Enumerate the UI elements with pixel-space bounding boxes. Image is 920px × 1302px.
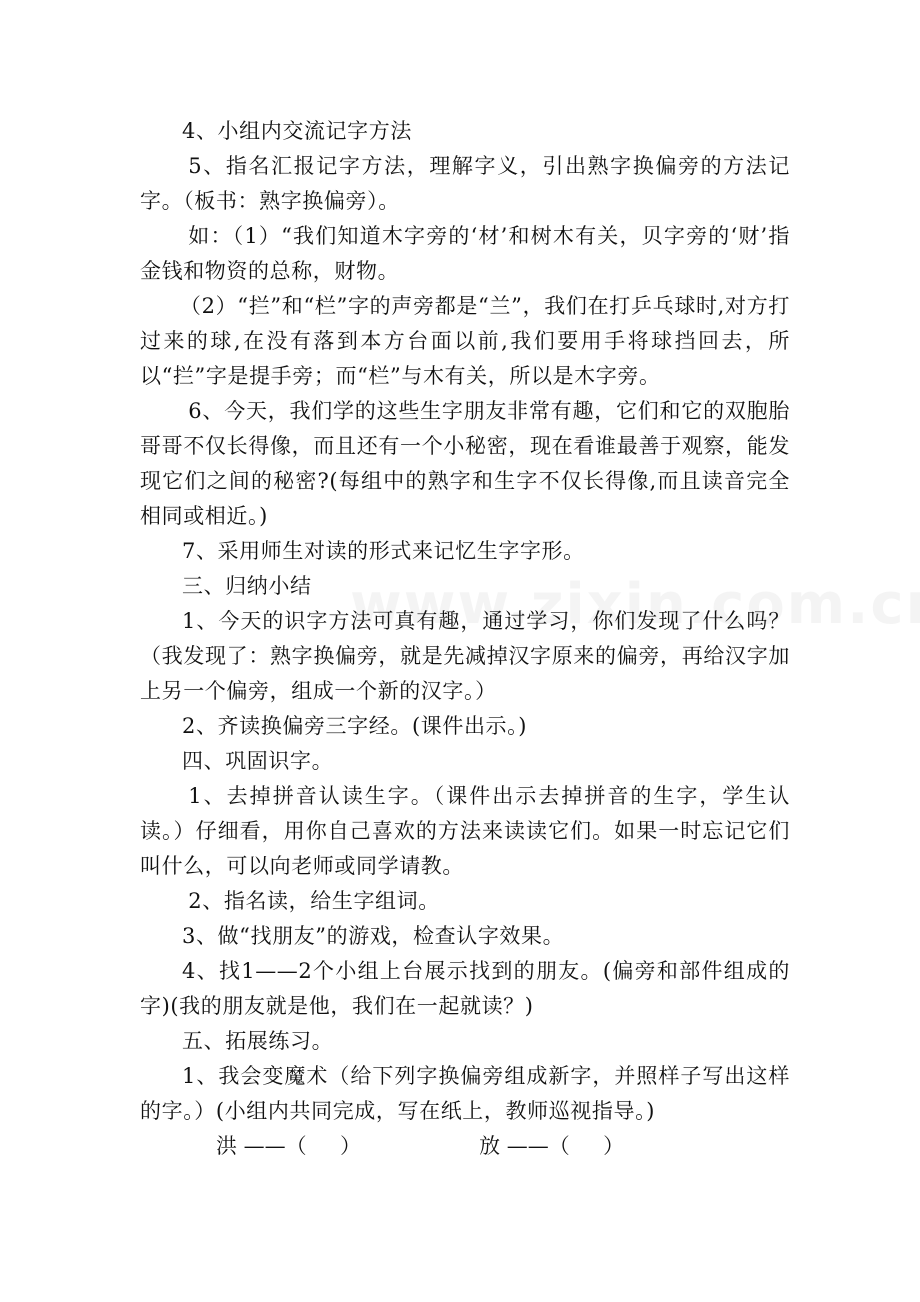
exercise-item-2: 放 ——（ ）	[479, 1134, 625, 1158]
exercise-gap	[361, 1129, 479, 1164]
paragraph-consolidate-4: 4、找1——2个小组上台展示找到的朋友。(偏旁和部件组成的字)(我的朋友就是他，我们在一起就读？)	[140, 959, 790, 1018]
paragraph-step-4: 4、小组内交流记字方法	[182, 119, 412, 143]
exercise-row	[140, 1129, 790, 1164]
paragraph-consolidate-2: 2、指名读，给生字组词。	[188, 889, 440, 913]
paragraph-summary-1: 1、今天的识字方法可真有趣，通过学习，你们发现了什么吗？（我发现了：熟字换偏旁，就是先减掉汉字原来的偏旁，再给汉字加上另一个偏旁，组成一个新的汉字。）	[140, 609, 790, 703]
paragraph-step-5: 5、指名汇报记字方法，理解字义，引出熟字换偏旁的方法记字。（板书：熟字换偏旁）。	[140, 154, 790, 213]
paragraph-step-7: 7、采用师生对读的形式来记忆生字字形。	[182, 539, 585, 563]
section-heading-consolidate: 四、巩固识字。	[182, 749, 334, 773]
paragraph-step-6: 6、今天，我们学的这些生字朋友非常有趣，它们和它的双胞胎哥哥不仅长得像，而且还有一个小秘密，现在看谁最善于观察，能发现它们之间的秘密?(每组中的熟字和生字不仅长得像,而且读音完全相同或相近。)	[140, 399, 790, 528]
section-heading-summary: 三、归纳小结	[182, 574, 312, 598]
section-heading-extension: 五、拓展练习。	[182, 1029, 334, 1053]
paragraph-example-1: 如：（1）“我们知道木字旁的‘材’和树木有关，贝字旁的‘财’指金钱和物资的总称，财物。	[140, 224, 790, 283]
paragraph-example-2: （2）“拦”和“栏”字的声旁都是“兰”，我们在打乒乓球时,对方打过来的球,在没有落到本方台面以前,我们要用手将球挡回去，所以“拦”字是提手旁；而“栏”与木有关，所以是木字旁。	[140, 294, 790, 388]
paragraph-summary-2: 2、齐读换偏旁三字经。(课件出示。)	[182, 714, 528, 738]
exercise-item-1: 洪 ——（ ）	[216, 1134, 362, 1158]
paragraph-consolidate-1: 1、去掉拼音认读生字。（课件出示去掉拼音的生字，学生认读。）仔细看，用你自己喜欢的方法来读读它们。如果一时忘记它们叫什么，可以向老师或同学请教。	[140, 784, 790, 878]
paragraph-extension-1: 1、我会变魔术（给下列字换偏旁组成新字，并照样子写出这样的字。）(小组内共同完成，写在纸上，教师巡视指导。)	[140, 1064, 790, 1123]
paragraph-consolidate-3: 3、做“找朋友”的游戏，检查认字效果。	[182, 924, 565, 948]
document-body	[140, 114, 790, 1164]
